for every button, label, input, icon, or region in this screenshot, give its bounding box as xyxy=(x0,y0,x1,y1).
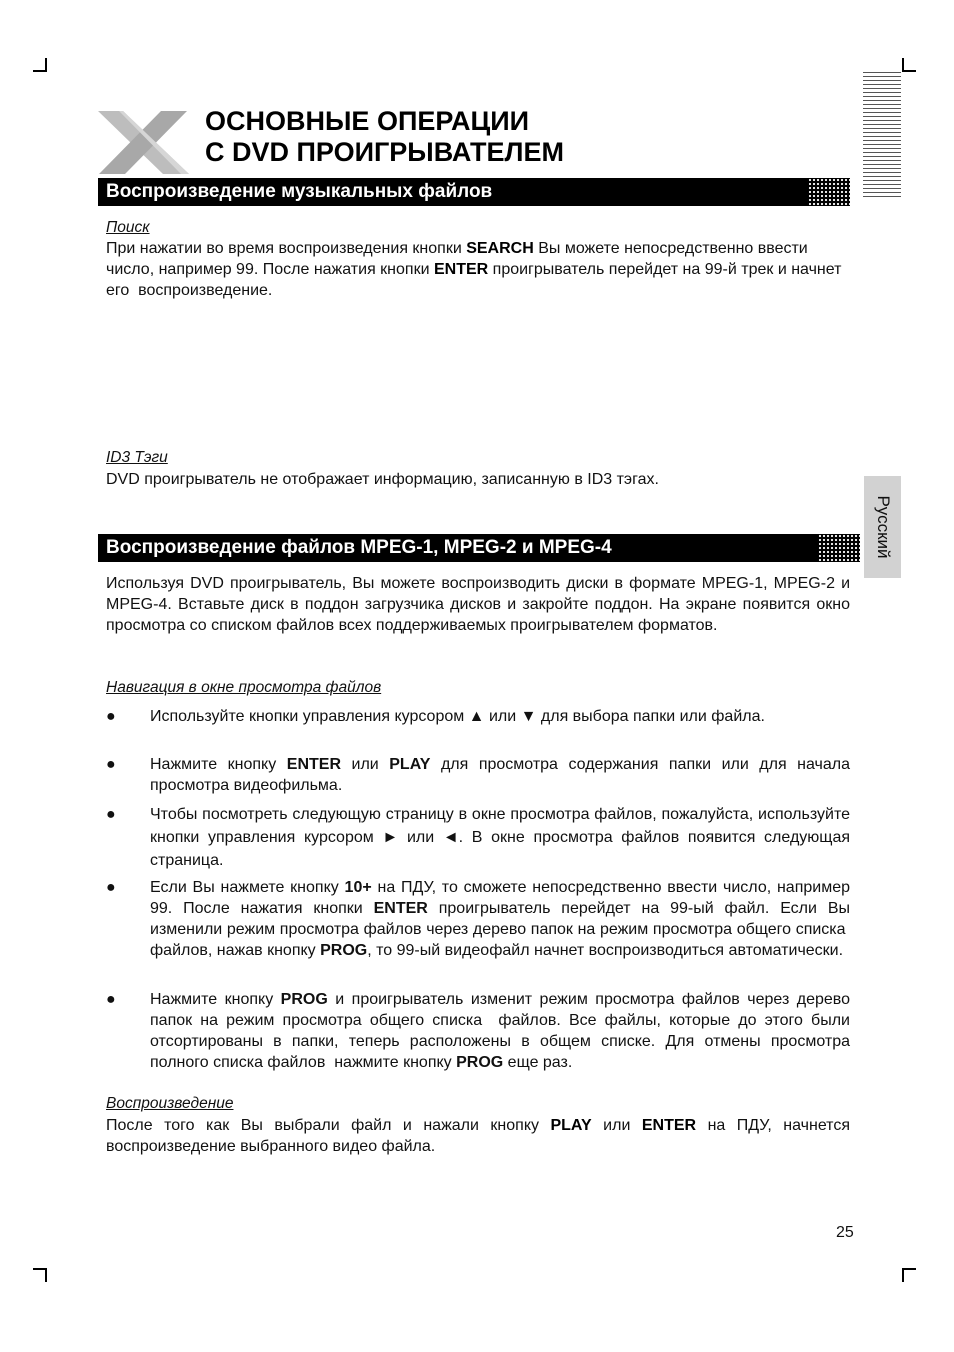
crop-mark-bottom-left xyxy=(33,1268,47,1282)
list-item-text: Нажмите кнопку PROG и проигрыватель изменит режим просмотра файлов через дерево папок на режим просмотра общего списка файлов. Все файлы, которые до этого были отсортированы в папки, теперь расположены в общем списке. Для отмены просмотра полного списка файлов нажмите кнопку PROG еще раз. xyxy=(150,991,850,1071)
bullet-icon: ● xyxy=(106,806,116,823)
bullet-icon: ● xyxy=(106,879,116,896)
list-item-text: Нажмите кнопку ENTER или PLAY для просмотра содержания папки или для начала просмотра видеофильма. xyxy=(150,756,851,794)
language-tab-label: Русский xyxy=(873,495,893,559)
subtitle-id3: ID3 Тэги xyxy=(106,449,168,466)
page-title-line2: С DVD ПРОИГРЫВАТЕЛЕМ xyxy=(205,137,564,167)
section-heading-music xyxy=(98,178,850,206)
subtitle-search: Поиск xyxy=(106,219,150,236)
page-title-line1: ОСНОВНЫЕ ОПЕРАЦИИ xyxy=(205,106,530,136)
subtitle-navigation: Навигация в окне просмотра файлов xyxy=(106,679,382,696)
paragraph-id3: DVD проигрыватель не отображает информацию, записанную в ID3 тэгах. xyxy=(106,471,659,488)
list-item xyxy=(106,754,850,796)
crop-mark-bottom-right xyxy=(902,1268,916,1282)
paragraph-playback: После того как Вы выбрали файл и нажали кнопку PLAY или ENTER на ПДУ, начнется воспроизведение выбранного видео файла. xyxy=(106,1117,850,1155)
list-item xyxy=(106,706,850,727)
page-title xyxy=(205,106,564,168)
list-item xyxy=(106,989,850,1073)
bullet-icon: ● xyxy=(106,708,116,725)
language-tab xyxy=(864,476,901,578)
list-item xyxy=(106,877,850,961)
decorative-stripes xyxy=(863,72,901,200)
section-heading-mpeg xyxy=(98,534,860,562)
brand-x-logo xyxy=(95,108,193,176)
crop-mark-top-left xyxy=(33,58,47,72)
list-item-text: Используйте кнопки управления курсором ▲ или ▼ для выбора папки или файла. xyxy=(150,708,765,725)
list-item-text: Если Вы нажмете кнопку 10+ на ПДУ, то сможете непосредственно ввести число, например 99. После нажатия кнопки ENTER проигрыватель перейдет на 99-ый файл. Если Вы изменили режим просмотра файлов через дерево папок на режим просмотра общего списка файлов, нажав кнопку PROG, то 99-ый видеофайл начнет воспроизводиться автоматически. xyxy=(150,879,851,959)
paragraph-search: При нажатии во время воспроизведения кнопки SEARCH Вы можете непосредственно ввести число, например 99. После нажатия кнопки ENTER проигрыватель перейдет на 99-й трек и начнет его воспроизведение. xyxy=(106,240,842,299)
subtitle-playback: Воспроизведение xyxy=(106,1095,234,1112)
section-heading-music-text: Воспроизведение музыкальных файлов xyxy=(106,181,493,202)
paragraph-mpeg-intro: Используя DVD проигрыватель, Вы можете воспроизводить диски в формате MPEG-1, MPEG-2 и MPEG-4. Вставьте диск в поддон загрузчика дисков и закройте поддон. На экране появится окно просмотра со списком файлов всех поддерживаемых проигрывателем форматов. xyxy=(106,575,851,634)
list-item-text: Чтобы посмотреть следующую страницу в окне просмотра файлов, пожалуйста, используйте кнопки управления курсором ► или ◄. В окне просмотра файлов появится следующая страница. xyxy=(150,806,850,869)
bullet-icon: ● xyxy=(106,991,116,1008)
list-item xyxy=(106,803,850,872)
heading-dots-decoration xyxy=(818,534,860,562)
heading-dots-decoration xyxy=(808,178,850,206)
bullet-icon: ● xyxy=(106,756,116,773)
section-heading-mpeg-text: Воспроизведение файлов MPEG-1, MPEG-2 и MPEG-4 xyxy=(106,537,612,558)
crop-mark-top-right xyxy=(902,58,916,72)
page-number: 25 xyxy=(836,1224,854,1241)
